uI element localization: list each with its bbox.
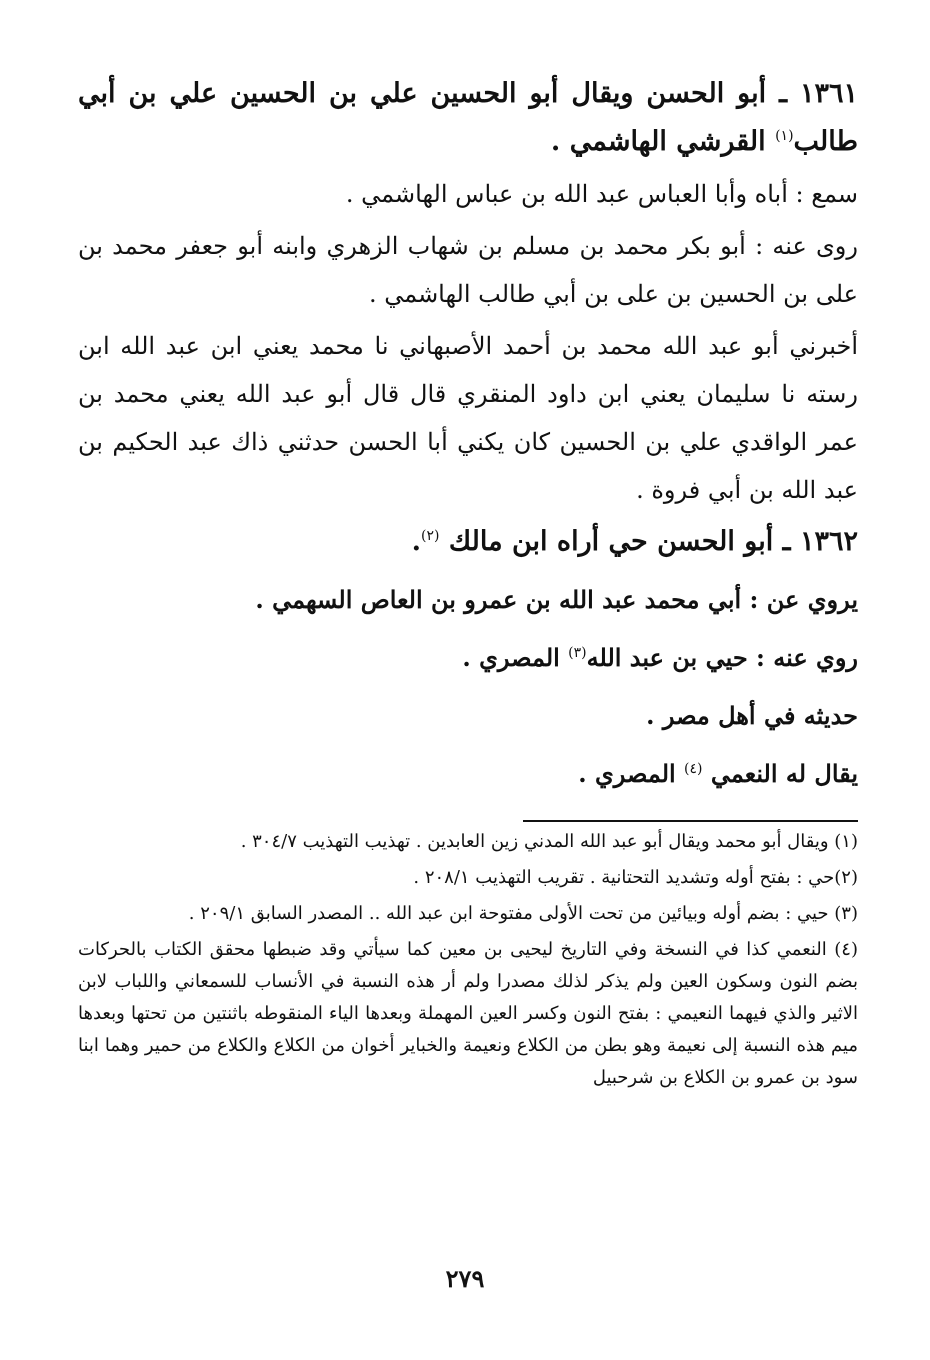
footnote-divider: [523, 820, 858, 822]
page-number: ٢٧٩: [445, 1264, 485, 1293]
entry-heading: [78, 518, 858, 566]
entry-heading-text: ١٣٦٢ ـ أبو الحسن حي أراه ابن مالك: [448, 526, 858, 557]
entry-line-tail: المصري .: [578, 759, 676, 788]
entry-1361: [78, 70, 858, 514]
footnote-ref: (١): [775, 128, 794, 144]
entry-1362: [78, 518, 858, 798]
footnote: (١) ويقال أبو محمد ويقال أبو عبد الله المدني زين العابدين . تهذيب التهذيب ٣٠٤/٧ .: [240, 831, 858, 852]
entry-line: [78, 692, 858, 740]
entry-heading: [78, 70, 858, 166]
entry-line: [78, 634, 858, 682]
entry-line-tail: المصري .: [462, 643, 560, 672]
footnotes: [78, 820, 858, 1094]
footnote-ref: (٤): [684, 761, 703, 777]
paragraph: أخبرني أبو عبد الله محمد بن أحمد الأصبهاني نا محمد يعني ابن عبد الله ابن رسته نا سليمان يعني ابن داود المنقري قال قال أبو عبد الله يعني محمد بن عمر الواقدي علي بن الحسين كان يكني أبا الحسن حدثني ذاك عبد الحكيم بن عبد الله بن أبي فروة .: [78, 332, 859, 504]
footnote: (٤) النعمي كذا في النسخة وفي التاريخ ليحيى بن معين كما سيأتي وقد ضبطها محقق الكتاب بالحركات بضم النون وسكون العين ولم يذكر لذلك مصدرا ولم أر هذه النسبة في الأنساب للسمعاني واللباب لابن الاثير والذي فيهما النعيمي : بفتح النون وكسر العين المهملة وبعدها الياء المنقوطه باثنتين من تحتها وبعدها ميم هذه النسبة إلى نعيمة وهو بطن من الكلاع ونعيمة والخباير أخوان من الكلاع والكلاع من حمير وهما ابنا سود بن عمرو بن الكلاع بن شرحبيل: [78, 939, 858, 1088]
footnote-ref: (٣): [568, 645, 587, 661]
entry-line: [78, 576, 858, 624]
entry-heading-text: ١٣٦١ ـ أبو الحسن ويقال أبو الحسين علي بن الحسين علي بن أبي طالب: [78, 78, 858, 157]
entry-line: [78, 750, 858, 798]
paragraph: روى عنه : أبو بكر محمد بن مسلم بن شهاب الزهري وابنه أبو جعفر محمد بن على بن الحسين بن على بن أبي طالب الهاشمي .: [78, 232, 858, 308]
entry-line-text: يقال له النعمي: [710, 759, 858, 788]
footnote: (٢)حي : بفتح أوله وتشديد التحتانية . تقريب التهذيب ٢٠٨/١ .: [413, 867, 858, 888]
entry-heading-tail: .: [411, 526, 422, 557]
entry-line-text: حديثه في أهل مصر .: [646, 701, 858, 730]
footnote-ref: (٢): [421, 528, 440, 544]
footnote: (٣) حيي : بضم أوله وبيائين من تحت الأولى مفتوحة ابن عبد الله .. المصدر السابق ٢٠٩/١ .: [188, 903, 858, 924]
entry-heading-tail: القرشي الهاشمي .: [550, 126, 766, 157]
entry-line-text: روي عنه : حيي بن عبد الله: [586, 643, 858, 672]
paragraph: سمع : أباه وأبا العباس عبد الله بن عباس الهاشمي .: [345, 180, 858, 208]
entry-line-text: يروي عن : أبي محمد عبد الله بن عمرو بن العاص السهمي .: [255, 585, 858, 614]
